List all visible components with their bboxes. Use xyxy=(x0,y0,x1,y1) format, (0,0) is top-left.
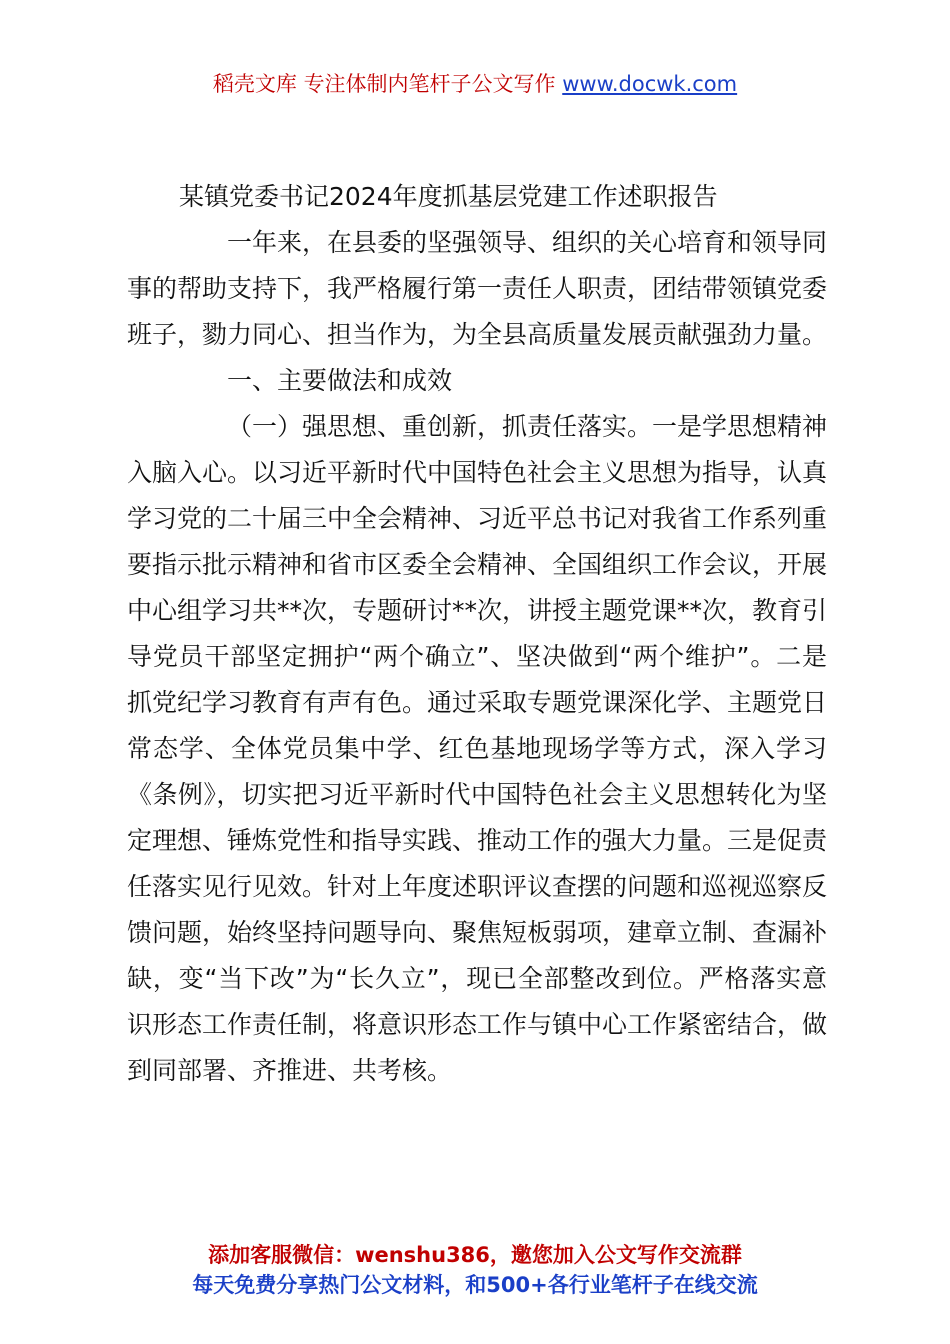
site-url-link[interactable]: www.docwk.com xyxy=(562,72,738,96)
paragraph-section-1: （一）强思想、重创新，抓责任落实。一是学思想精神入脑入心。以习近平新时代中国特色社会主义思想为指导，认真学习党的二十届三中全会精神、习近平总书记对我省工作系列重要指示批示精神和省市区委全会精神、全国组织工作会议，开展中心组学习共**次，专题研讨**次，讲授主题党课**次，教育引导党员干部坚定拥护“两个确立”、坚决做到“两个维护”。二是抓党纪学习教育有声有色。通过采取专题党课深化学、主题党日常态学、全体党员集中学、红色基地现场学等方式，深入学习《条例》，切实把习近平新时代中国特色社会主义思想转化为坚定理想、锤炼党性和指导实践、推动工作的强大力量。三是促责任落实见行见效。针对上年度述职评议查摆的问题和巡视巡察反馈问题，始终坚持问题导向、聚焦短板弱项，建章立制、查漏补缺，变“当下改”为“长久立”，现已全部整改到位。严格落实意识形态工作责任制，将意识形态工作与镇中心工作紧密结合，做到同部署、齐推进、共考核。 xyxy=(127,412,828,1085)
document-body xyxy=(127,174,827,1094)
watermark-header xyxy=(0,70,950,98)
section-heading: 一、主要做法和成效 xyxy=(227,366,453,395)
document-title: 某镇党委书记2024年度抓基层党建工作述职报告 xyxy=(179,182,718,211)
footer-share-line: 每天免费分享热门公文材料，和500+各行业笔杆子在线交流 xyxy=(192,1273,758,1297)
site-slogan: 专注体制内笔杆子公文写作 xyxy=(303,72,556,96)
paragraph-intro: 一年来，在县委的坚强领导、组织的关心培育和领导同事的帮助支持下，我严格履行第一责任人职责，团结带领镇党委班子，勠力同心、担当作为，为全县高质量发展贡献强劲力量。 xyxy=(127,228,828,349)
footer-wechat-line: 添加客服微信：wenshu386，邀您加入公文写作交流群 xyxy=(208,1243,742,1267)
site-name: 稻壳文库 xyxy=(212,72,297,96)
promo-footer xyxy=(0,1240,950,1300)
